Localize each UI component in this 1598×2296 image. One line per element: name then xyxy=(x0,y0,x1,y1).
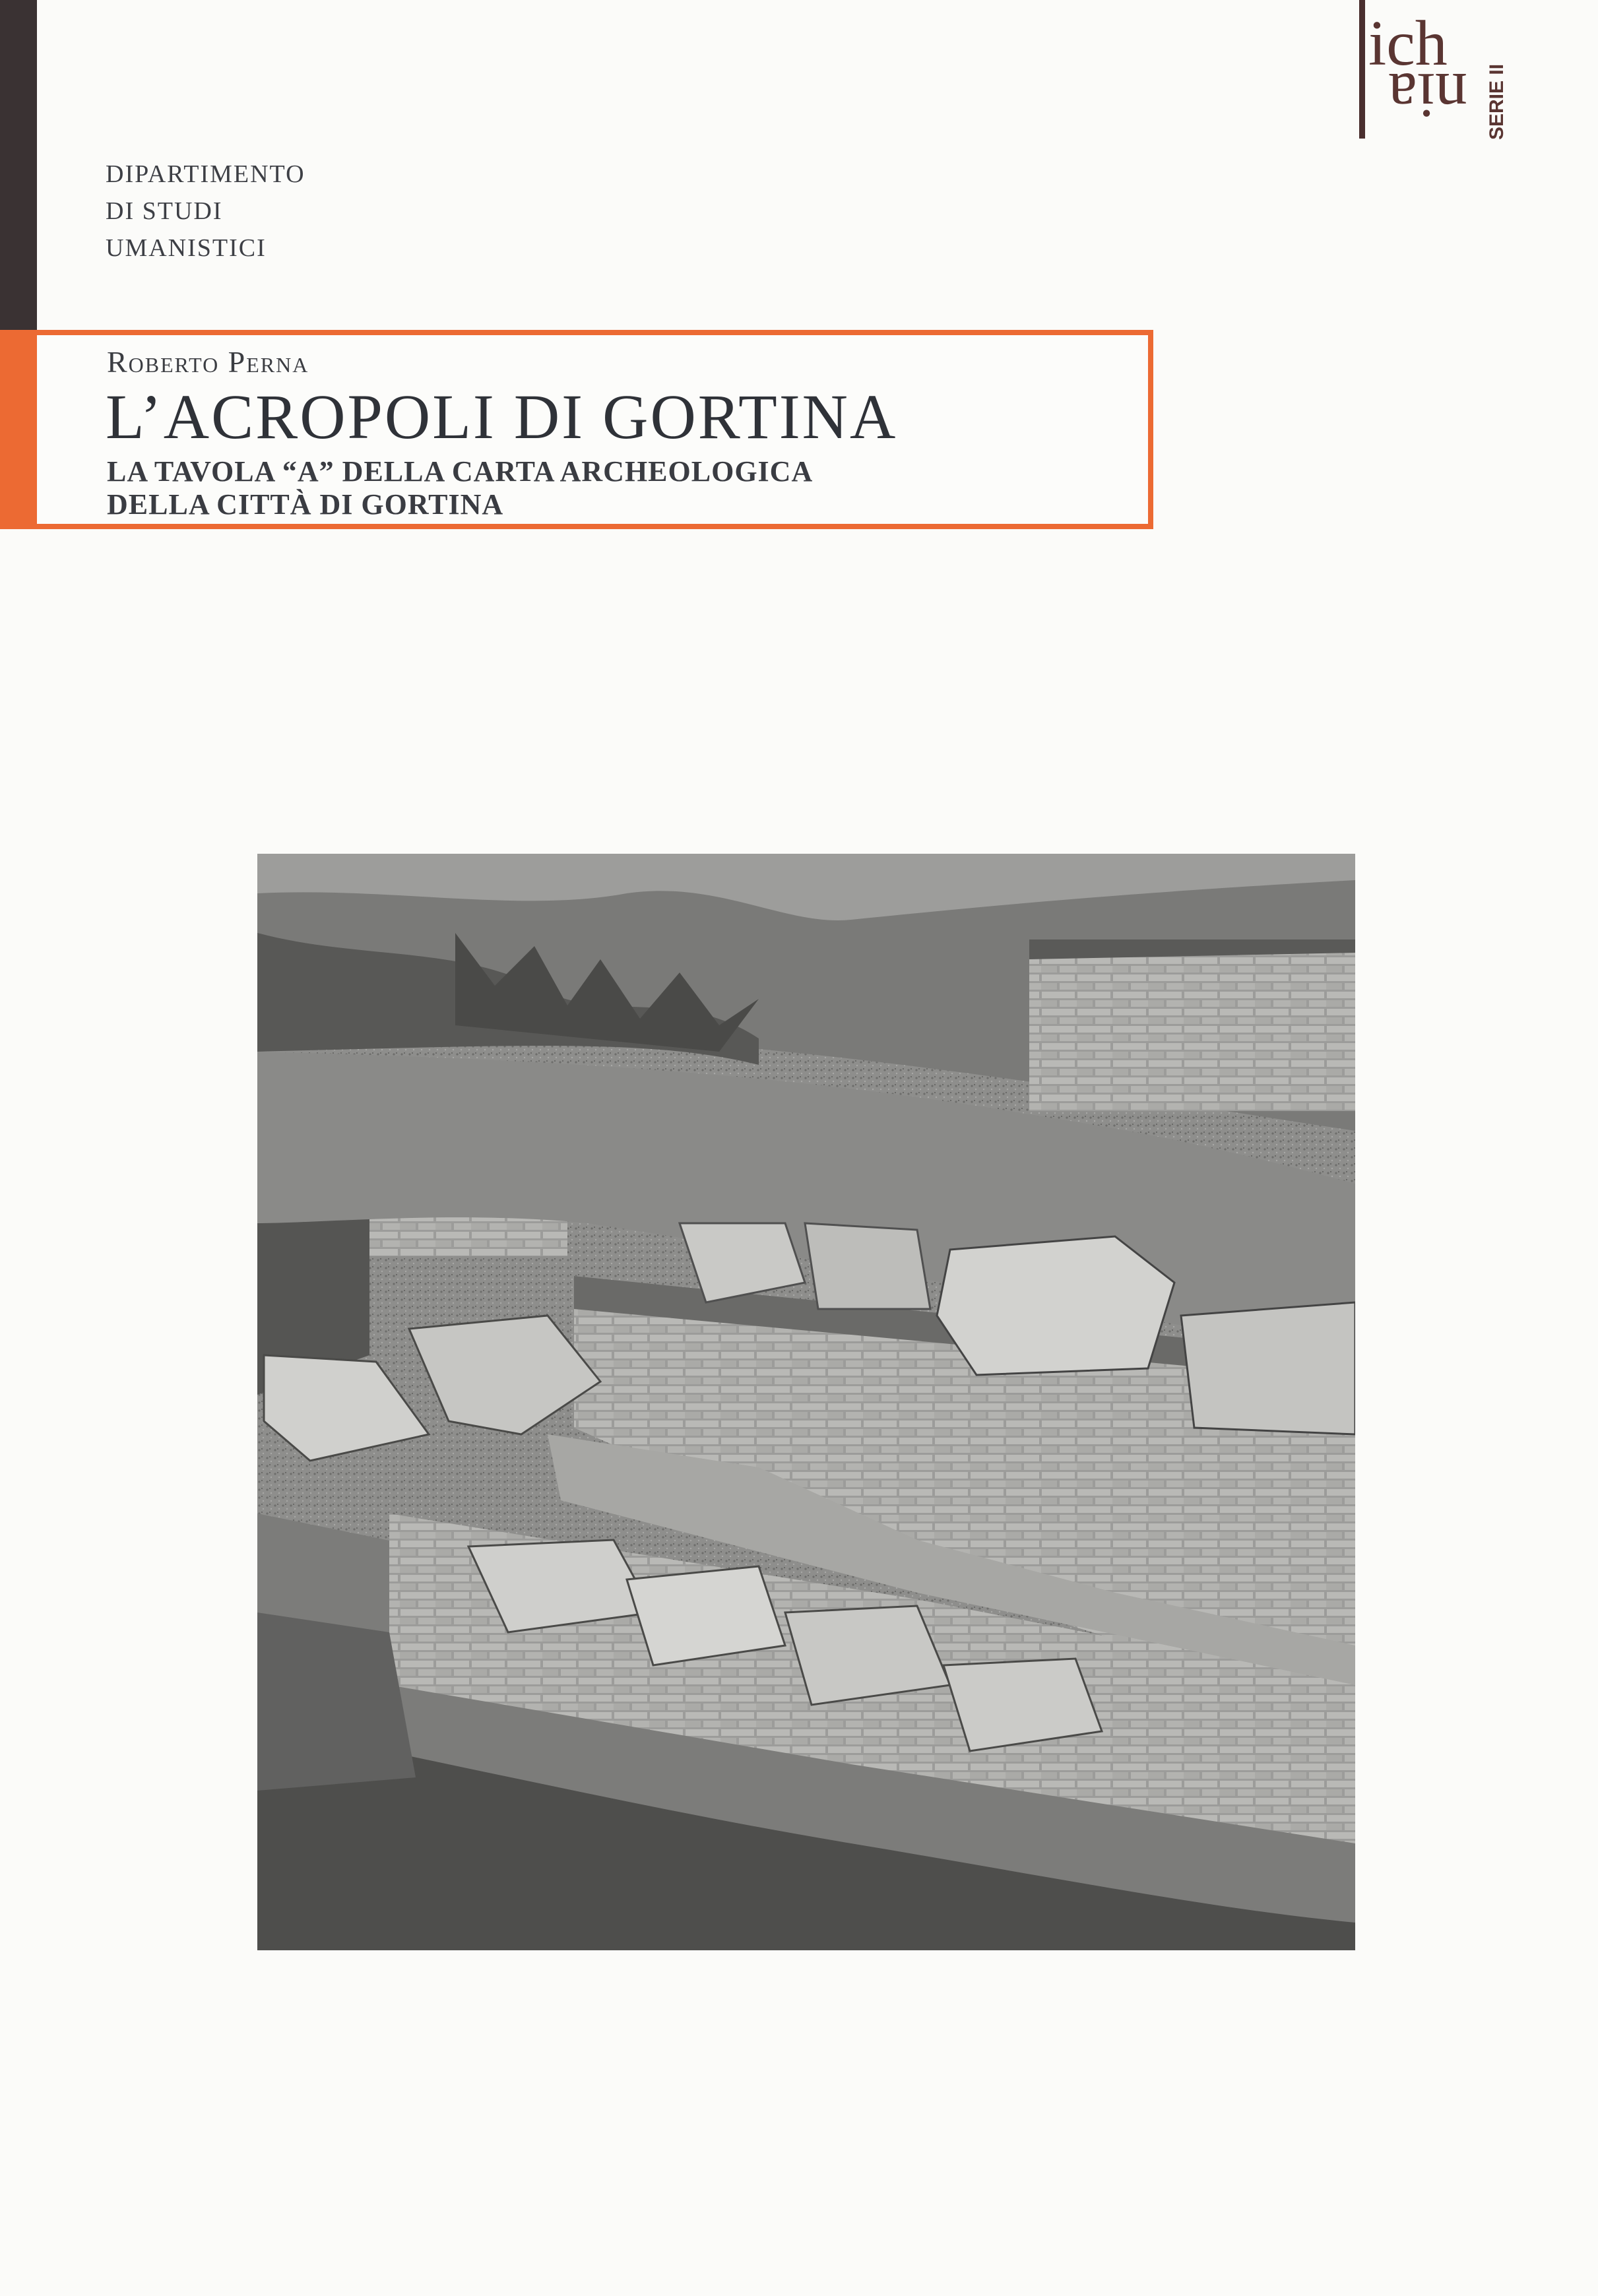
subtitle-line: LA TAVOLA “A” DELLA CARTA ARCHEOLOGICA xyxy=(107,455,814,488)
cover-accent-band xyxy=(0,330,37,529)
logo-bottom-text: nia xyxy=(1388,59,1467,131)
logo-bar xyxy=(1359,0,1365,139)
department-line: DI STUDI xyxy=(106,197,223,225)
book-subtitle xyxy=(107,455,813,521)
title-box xyxy=(37,330,1153,529)
cover-spine-band xyxy=(0,0,37,330)
author-name: Roberto Perna xyxy=(107,345,309,379)
logo-top-text: ich xyxy=(1368,8,1448,79)
series-label: SERIE II xyxy=(1486,63,1508,140)
department-line: UMANISTICI xyxy=(106,234,267,262)
series-logo xyxy=(1354,0,1519,152)
department-line: DIPARTIMENTO xyxy=(106,160,305,188)
book-title: L’ACROPOLI DI GORTINA xyxy=(106,381,898,452)
department-name xyxy=(106,156,305,267)
archaeological-ruins-photo xyxy=(257,854,1355,1950)
subtitle-line: DELLA CITTÀ DI GORTINA xyxy=(107,488,504,521)
